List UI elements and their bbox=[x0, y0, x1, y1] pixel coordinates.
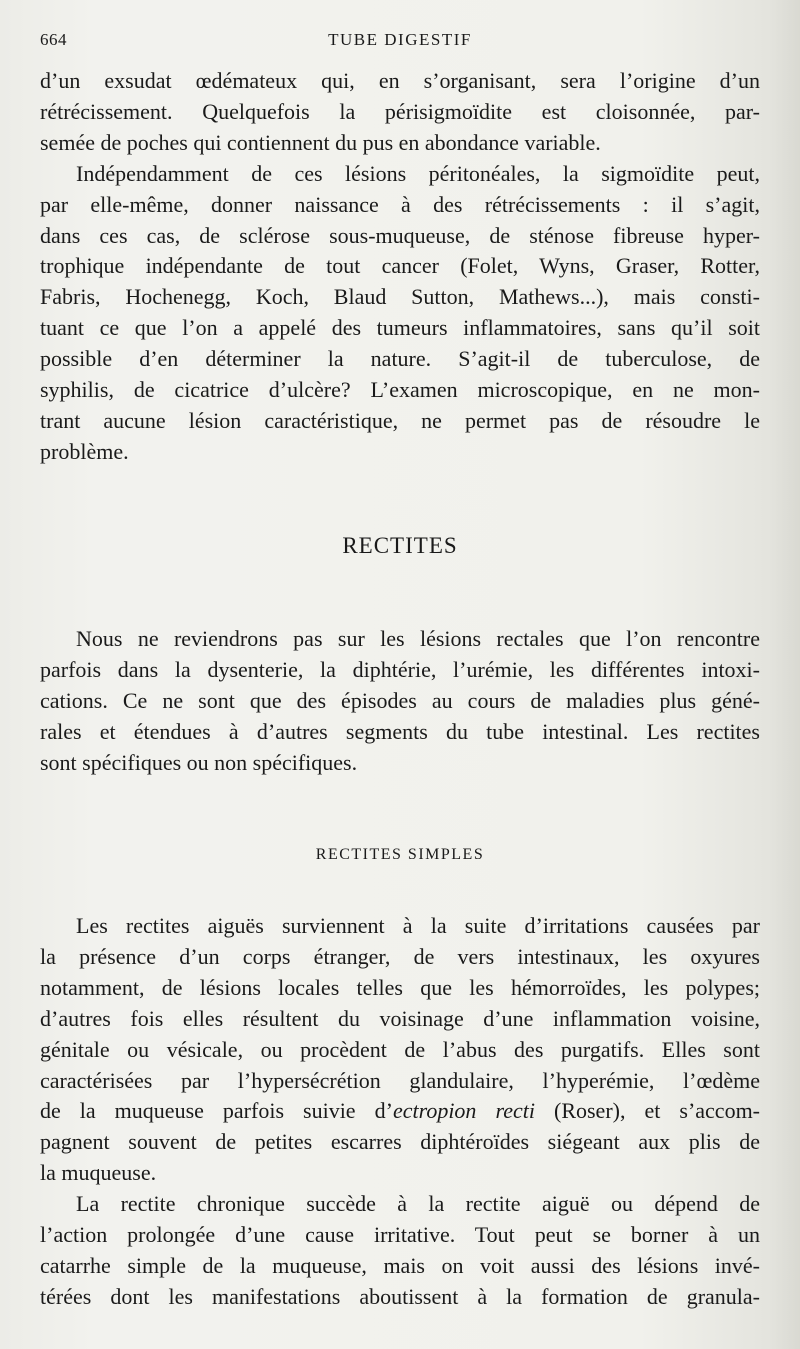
paragraph-sigmoidite bbox=[40, 159, 760, 468]
text-line: dans ces cas, de sclérose sous-muqueuse, de sténose fibreuse hyper- bbox=[40, 222, 760, 248]
text-block-top bbox=[40, 66, 760, 468]
paragraph-continuation bbox=[40, 66, 760, 159]
text-line-ectropion bbox=[40, 1096, 760, 1127]
text-line: rétrécissement. Quelquefois la périsigmoïdite est cloisonnée, par- bbox=[40, 98, 760, 124]
text-line: trant aucune lésion caractéristique, ne permet pas de résoudre le bbox=[40, 407, 760, 433]
text-line: Indépendamment de ces lésions péritonéales, la sigmoïdite peut, bbox=[76, 160, 760, 186]
text-line: Nous ne reviendrons pas sur les lésions rectales que l’on rencontre bbox=[76, 626, 760, 651]
text-line: d’autres fois elles résultent du voisinage d’une inflammation voisine, bbox=[40, 1005, 760, 1031]
text-line: trophique indépendante de tout cancer (Folet, Wyns, Graser, Rotter, bbox=[40, 253, 760, 279]
text-line: sont spécifiques ou non spécifiques. bbox=[40, 749, 358, 775]
text-line: rales et étendues à d’autres segments du tube intestinal. Les rectites bbox=[40, 718, 760, 744]
text-line: génitale ou vésicale, ou procèdent de l’abus des purgatifs. Elles sont bbox=[40, 1036, 760, 1062]
text-line: la muqueuse. bbox=[40, 1160, 157, 1186]
text-line: caractérisées par l’hypersécrétion glandulaire, l’hyperémie, l’œdème bbox=[40, 1067, 760, 1093]
paragraph-rectites-aigues bbox=[40, 911, 760, 1189]
text-line: Fabris, Hochenegg, Koch, Blaud Sutton, Mathews...), mais consti- bbox=[40, 284, 760, 310]
text-line: pagnent souvent de petites escarres diphtéroïdes siégeant aux plis de bbox=[40, 1129, 760, 1155]
text-line: possible d’en déterminer la nature. S’agit-il de tuberculose, de bbox=[40, 346, 760, 372]
text-block-rectites bbox=[40, 624, 760, 779]
text-block-rectites-simples bbox=[40, 911, 760, 1313]
text-line: l’action prolongée d’une cause irritative. Tout peut se borner à un bbox=[40, 1222, 760, 1248]
text-line: cations. Ce ne sont que des épisodes au cours de maladies plus géné- bbox=[40, 687, 760, 713]
section-title: RECTITES bbox=[342, 533, 458, 558]
text-line: syphilis, de cicatrice d’ulcère? L’examen microscopique, en ne mon- bbox=[40, 377, 760, 403]
italic-term: ectropion recti bbox=[392, 1098, 535, 1124]
text-line: problème. bbox=[40, 438, 129, 464]
text-line: tuant ce que l’on a appelé des tumeurs inflammatoires, sans qu’il soit bbox=[40, 315, 760, 341]
page-number: 664 bbox=[40, 30, 67, 49]
running-head: TUBE DIGESTIF bbox=[328, 30, 472, 49]
paragraph-rectite-chronique bbox=[40, 1189, 760, 1313]
subsection-title: RECTITES SIMPLES bbox=[315, 846, 485, 863]
text-fragment: de la muqueuse parfois suivie d’ bbox=[40, 1098, 393, 1124]
text-line: catarrhe simple de la muqueuse, mais on voit aussi des lésions invé- bbox=[40, 1252, 760, 1278]
text-line: parfois dans la dysenterie, la diphtérie, l’urémie, les différentes intoxi- bbox=[40, 656, 760, 682]
text-line: d’un exsudat œdémateux qui, en s’organisant, sera l’origine d’un bbox=[40, 68, 760, 93]
page-header bbox=[40, 30, 760, 56]
text-line: térées dont les manifestations aboutissent à la formation de granula- bbox=[40, 1283, 760, 1309]
text-line: notamment, de lésions locales telles que les hémorroïdes, les polypes; bbox=[40, 974, 760, 1000]
text-line: semée de poches qui contiennent du pus en abondance variable. bbox=[40, 129, 601, 155]
text-line: Les rectites aiguës surviennent à la suite d’irritations causées par bbox=[76, 913, 760, 938]
text-line: La rectite chronique succède à la rectite aiguë ou dépend de bbox=[76, 1191, 760, 1217]
text-line: par elle-même, donner naissance à des rétrécissements : il s’agit, bbox=[40, 191, 760, 217]
text-fragment: (Roser), et s’accom- bbox=[534, 1098, 761, 1124]
paragraph-rectites-intro bbox=[40, 624, 760, 779]
text-line: la présence d’un corps étranger, de vers intestinaux, les oxyures bbox=[40, 943, 760, 969]
